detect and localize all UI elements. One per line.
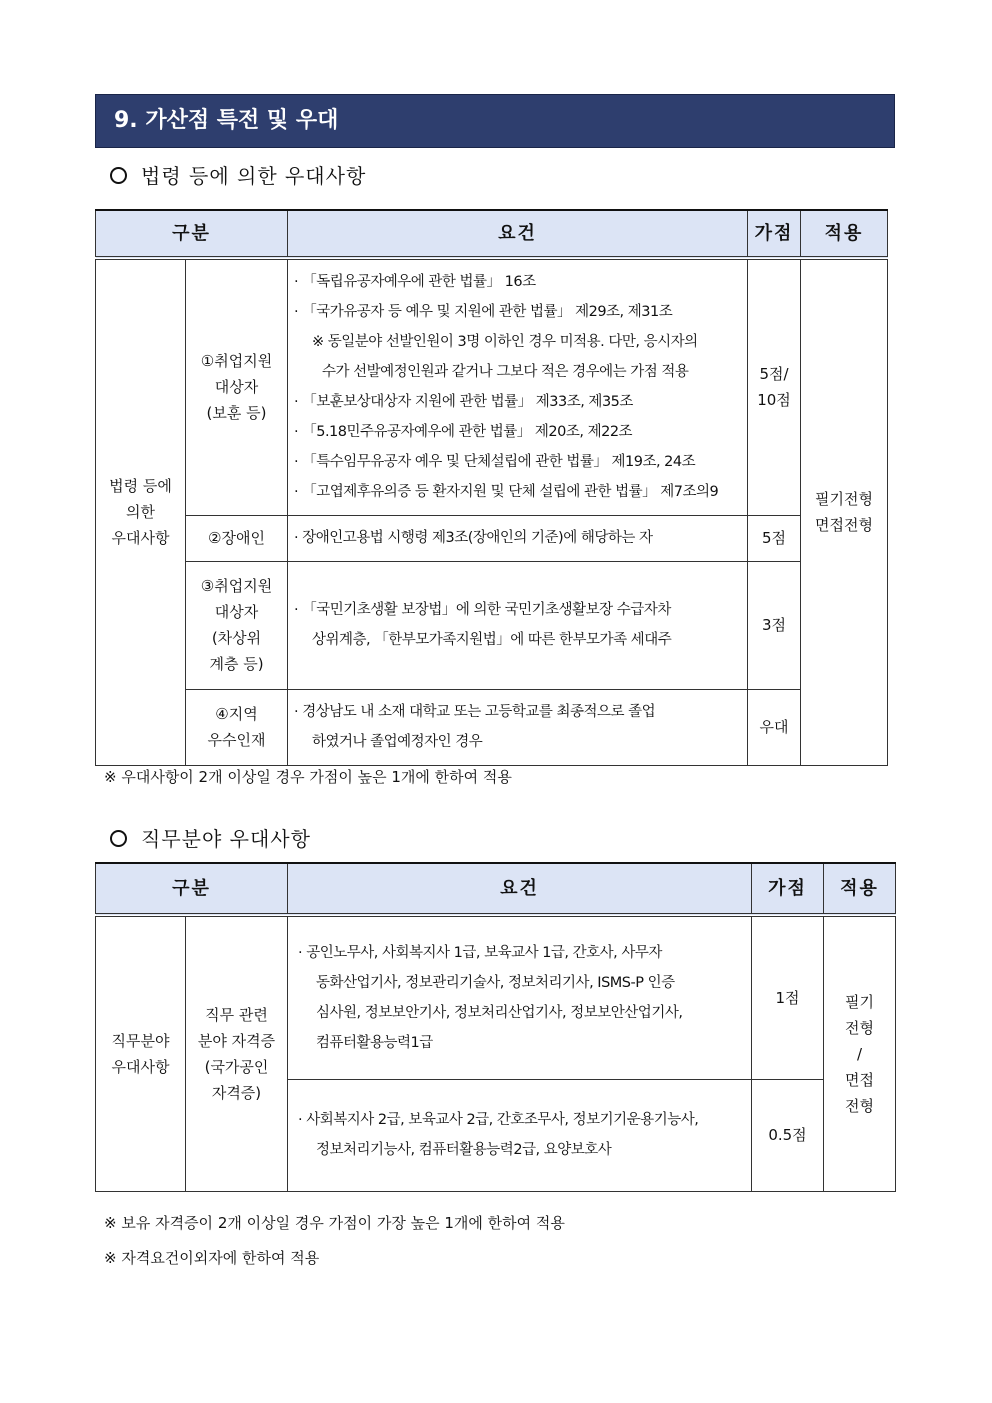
sub-line: 대상자 <box>214 378 259 397</box>
sub-category-cell <box>186 515 288 561</box>
category-cell <box>96 915 186 1191</box>
point-line: 우대 <box>759 718 789 736</box>
section2-note: ※ 보유 자격증이 2개 이상일 경우 가점이 가장 높은 1개에 한하여 적용 <box>104 1214 565 1232</box>
category-line: 직무분야 <box>111 1031 170 1050</box>
sub-line: ③취업지원 <box>200 577 273 595</box>
point-line: 10점 <box>757 391 791 410</box>
header-apply: 적용 <box>801 210 888 258</box>
req-line-cont: 컴퓨터활용능력1급 <box>316 1034 433 1051</box>
category-line: 우대사항 <box>111 529 170 548</box>
req-line: · 「특수임무유공자 예우 및 단체설립에 관한 법률」 제19조, 24조 <box>294 454 696 471</box>
apply-line: 전형 <box>845 1096 874 1115</box>
req-line: · 경상남도 내 소재 대학교 또는 고등학교를 최종적으로 졸업 <box>294 704 656 720</box>
sub-category-cell <box>186 689 288 765</box>
req-line: · 공인노무사, 사회복지사 1급, 보육교사 1급, 간호사, 사무자 <box>298 944 662 961</box>
header-requirement: 요건 <box>288 210 748 258</box>
sub-line: ②장애인 <box>208 529 265 547</box>
sub-category-cell <box>186 915 288 1191</box>
sub-line: 자격증) <box>211 1083 262 1102</box>
point-cell <box>748 515 801 561</box>
point-line: 5점 <box>761 529 787 547</box>
section2-heading: 직무분야 우대사항 <box>141 827 311 851</box>
req-line-cont: 하였거나 졸업예정자인 경우 <box>312 734 483 750</box>
section2-note: ※ 자격요건이외자에 한하여 적용 <box>104 1249 320 1267</box>
circle-bullet-icon <box>110 167 127 184</box>
req-line-cont: 심사원, 정보보안기사, 정보처리산업기사, 정보보안산업기사, <box>316 1004 683 1021</box>
req-line: · 「독립유공자예우에 관한 법률」 16조 <box>294 274 536 291</box>
requirement-cell <box>288 915 752 1079</box>
req-line: · 「고엽제후유의증 등 환자지원 및 단체 설립에 관한 법률」 제7조의9 <box>294 484 719 501</box>
point-cell <box>748 689 801 765</box>
legal-preference-table <box>95 209 888 766</box>
category-line: 우대사항 <box>111 1057 170 1076</box>
req-line: · 「국가유공자 등 예우 및 지원에 관한 법률」 제29조, 제31조 <box>294 304 673 321</box>
req-note-cont: 수가 선발예정인원과 같거나 그보다 적은 경우에는 가점 적용 <box>322 364 689 381</box>
sub-category-cell <box>186 561 288 689</box>
header-apply: 적용 <box>824 863 896 915</box>
apply-line: 면접전형 <box>815 516 873 535</box>
point-cell: 0.5점 <box>752 1079 824 1191</box>
req-line: · 「보훈보상대상자 지원에 관한 법률」 제33조, 제35조 <box>294 394 633 411</box>
sub-line: ④지역 <box>215 705 258 723</box>
requirement-cell <box>288 1079 752 1191</box>
point-cell <box>748 561 801 689</box>
sub-line: 분야 자격증 <box>197 1031 276 1050</box>
sub-line: 대상자 <box>214 603 259 621</box>
header-category: 구분 <box>96 210 288 258</box>
header-category: 구분 <box>96 863 288 915</box>
section-title: 9. 가산점 특전 및 우대 <box>95 94 895 148</box>
req-line-cont: 동화산업기사, 정보관리기술사, 정보처리기사, ISMS-P 인증 <box>316 974 675 991</box>
sub-line: 계층 등) <box>209 655 264 673</box>
category-line: 법령 등에 <box>109 477 172 496</box>
header-point: 가점 <box>752 863 824 915</box>
circle-bullet-icon <box>110 830 127 847</box>
apply-line: 면접 <box>845 1070 874 1089</box>
sub-line: 직무 관련 <box>205 1005 268 1024</box>
section1-heading: 법령 등에 의한 우대사항 <box>141 164 367 188</box>
apply-line: 전형 <box>845 1018 874 1037</box>
apply-line: 필기전형 <box>815 490 873 509</box>
header-requirement: 요건 <box>288 863 752 915</box>
section2-heading-wrap <box>110 823 311 852</box>
sub-category-cell <box>186 258 288 515</box>
sub-line: (보훈 등) <box>206 404 267 423</box>
req-line: · 장애인고용법 시행령 제3조(장애인의 기준)에 해당하는 자 <box>294 530 653 546</box>
apply-cell <box>824 915 896 1191</box>
point-cell <box>748 258 801 515</box>
category-cell <box>96 258 186 765</box>
req-line-cont: 상위계층, 「한부모가족지원법」에 따른 한부모가족 세대주 <box>312 632 672 648</box>
requirement-cell <box>288 515 748 561</box>
apply-line: / <box>856 1044 863 1063</box>
requirement-cell <box>288 561 748 689</box>
req-line-cont: 정보처리기능사, 컴퓨터활용능력2급, 요양보호사 <box>316 1142 612 1158</box>
sub-line: 우수인재 <box>207 731 266 749</box>
category-line: 의한 <box>126 503 155 522</box>
req-line: · 「국민기초생활 보장법」에 의한 국민기초생활보장 수급자차 <box>294 602 671 618</box>
req-note: ※ 동일분야 선발인원이 3명 이하인 경우 미적용. 다만, 응시자의 <box>312 334 698 351</box>
section1-heading-wrap <box>110 160 366 189</box>
point-cell: 1점 <box>752 915 824 1079</box>
sub-line: (차상위 <box>211 629 262 647</box>
header-point: 가점 <box>748 210 801 258</box>
apply-line: 필기 <box>845 992 874 1011</box>
req-line: · 사회복지사 2급, 보육교사 2급, 간호조무사, 정보기기운용기능사, <box>298 1112 699 1128</box>
requirement-cell <box>288 258 748 515</box>
sub-line: (국가공인 <box>204 1057 269 1076</box>
apply-cell <box>801 258 888 765</box>
requirement-cell <box>288 689 748 765</box>
section1-note: ※ 우대사항이 2개 이상일 경우 가점이 높은 1개에 한하여 적용 <box>104 768 512 786</box>
req-line: · 「5.18민주유공자예우에 관한 법률」 제20조, 제22조 <box>294 424 633 441</box>
job-preference-table <box>95 862 896 1192</box>
sub-line: ①취업지원 <box>200 352 273 371</box>
point-line: 3점 <box>761 616 787 634</box>
point-line: 5점/ <box>759 365 789 384</box>
